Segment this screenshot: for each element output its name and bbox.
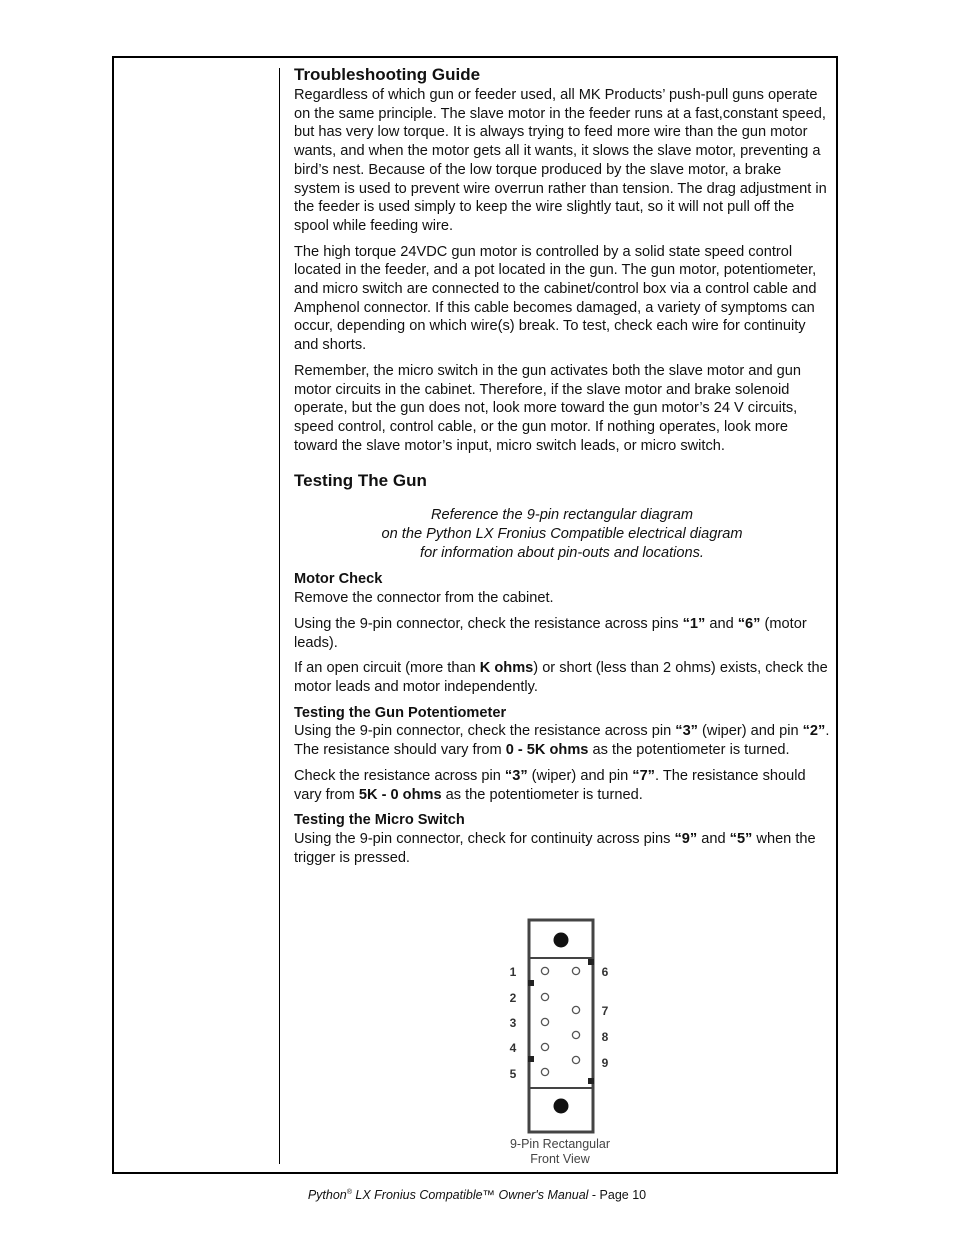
pin-label-left: 4	[509, 1041, 517, 1055]
pin-label-right: 7	[601, 1004, 609, 1018]
pin-hole-6	[572, 967, 579, 974]
pin-hole-8	[572, 1031, 579, 1038]
footer-registered-mark: ®	[346, 1188, 352, 1196]
reference-line-2: on the Python LX Fronius Compatible electrical diagram	[381, 526, 743, 543]
column-divider	[279, 68, 280, 1164]
pin-label-left: 2	[509, 991, 517, 1005]
footer-page-number: - Page 10	[588, 1188, 647, 1202]
potentiometer-test-section	[294, 704, 830, 805]
pin-hole-4	[541, 1043, 548, 1050]
troubleshooting-paragraph-1: Regardless of which gun or feeder used, all MK Products’ push-pull guns operate on the same principle. The slave motor in the feeder runs at a fast,constant speed, but has very low torque. It is always trying to feed more wire than the gun motor wants, and when the motor gets all it wants, it slows the slave motor, preventing a bird’s nest. Because of the low torque produced by the slave motor, a brake system is used to prevent wire overrun rather than tension. The drag adjustment in the feeder is used simply to keep the wire slightly taut, so it will not pull off the spool while feeding wire.	[294, 87, 827, 234]
troubleshooting-paragraph-3: Remember, the micro switch in the gun activates both the slave motor and gun motor circuits in the cabinet. Therefore, if the slave motor and brake solenoid operate, but the gun does not, look more toward the gun motor’s 24 V circuits, speed control, control cable, or the gun motor. If nothing operates, look more toward the slave motor’s input, micro switch leads, or micro switch.	[294, 362, 801, 454]
pin-label-right: 9	[601, 1056, 609, 1070]
footer-manual-title: LX Fronius Compatible™ Owner's Manual	[351, 1188, 589, 1202]
page-footer	[0, 1188, 954, 1202]
key-notch	[528, 980, 534, 986]
potentiometer-paragraph-2: Check the resistance across pin “3” (wiper) and pin “7”. The resistance should vary from 5K - 0 ohms as the potentiometer is turned.	[294, 767, 806, 803]
potentiometer-test-title: Testing the Gun Potentiometer	[294, 704, 507, 721]
key-notch	[588, 1078, 594, 1084]
motor-check-section	[294, 570, 830, 696]
mounting-hole-top	[554, 933, 569, 948]
motor-check-paragraph-1: Remove the connector from the cabinet.	[294, 590, 554, 607]
testing-gun-title: Testing The Gun	[294, 471, 427, 491]
pin-label-left: 3	[509, 1016, 517, 1030]
motor-check-paragraph-2: Using the 9-pin connector, check the resistance across pins “1” and “6” (motor leads).	[294, 615, 807, 651]
troubleshooting-paragraph-2: The high torque 24VDC gun motor is controlled by a solid state speed control located in the feeder, and a pot located in the gun. The gun motor, potentiometer, and micro switch are connected to the cabinet/control box via a control cable and Amphenol connector. If this cable becomes damaged, a variety of symptoms can occur, depending on which wire(s) break. To test, check each wire for continuity and shorts.	[294, 243, 817, 354]
motor-check-paragraph-3: If an open circuit (more than K ohms) or short (less than 2 ohms) exists, check the motor leads and motor independently.	[294, 660, 828, 695]
troubleshooting-title: Troubleshooting Guide	[294, 65, 481, 84]
diagram-caption-line-1: 9-Pin Rectangular	[509, 1137, 611, 1151]
main-content	[294, 64, 830, 874]
reference-note	[294, 506, 830, 562]
pin-label-right: 8	[601, 1030, 609, 1044]
key-notch	[528, 1056, 534, 1062]
potentiometer-paragraph-1: Using the 9-pin connector, check the resistance across pin “3” (wiper) and pin “2”. The resistance should vary from 0 - 5K ohms as the potentiometer is turned.	[294, 723, 830, 759]
key-notch	[588, 959, 594, 965]
pin-hole-5	[541, 1068, 548, 1075]
pin-hole-3	[541, 1018, 548, 1025]
motor-check-title: Motor Check	[294, 571, 383, 588]
micro-switch-paragraph-1: Using the 9-pin connector, check for continuity across pins “9” and “5” when the trigger is pressed.	[294, 830, 816, 866]
pin-hole-7	[572, 1006, 579, 1013]
reference-line-3: for information about pin-outs and locations.	[420, 544, 704, 561]
footer-brand: Python	[307, 1188, 347, 1202]
pin-hole-2	[541, 993, 548, 1000]
nine-pin-connector-diagram	[496, 912, 626, 1170]
micro-switch-test-section	[294, 811, 830, 867]
pin-hole-9	[572, 1056, 579, 1063]
pin-label-left: 5	[509, 1067, 517, 1081]
reference-line-1: Reference the 9-pin rectangular diagram	[430, 507, 694, 524]
pin-label-left: 1	[509, 965, 517, 979]
pin-label-right: 6	[601, 965, 609, 979]
mounting-hole-bottom	[554, 1099, 569, 1114]
diagram-caption-line-2: Front View	[530, 1152, 590, 1166]
micro-switch-test-title: Testing the Micro Switch	[294, 812, 465, 829]
pin-hole-1	[541, 967, 548, 974]
